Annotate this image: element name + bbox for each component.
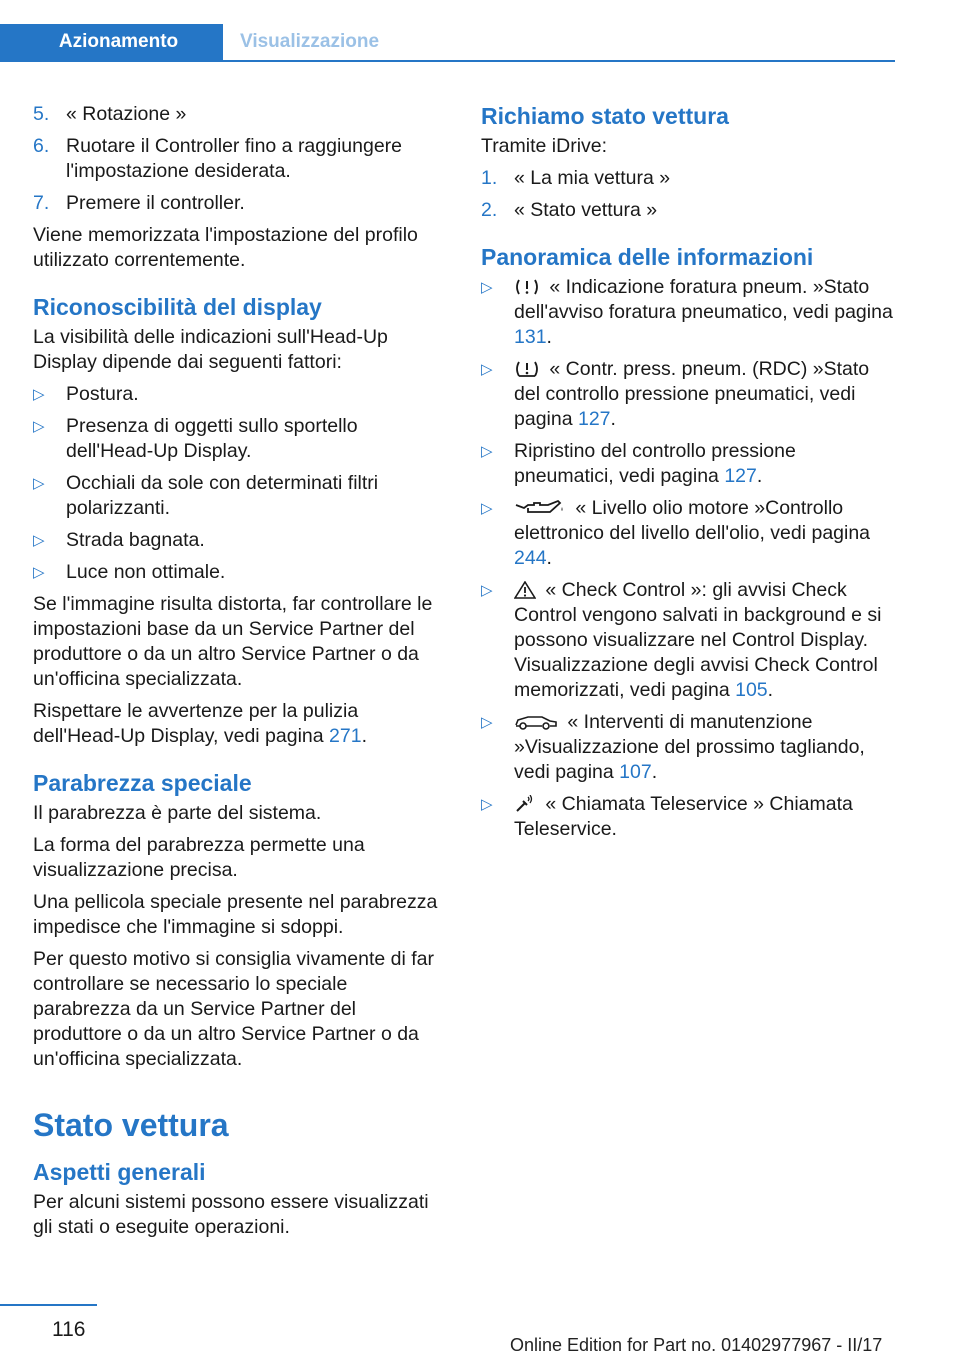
step-text: « La mia vettura » <box>514 167 671 189</box>
page-link-271[interactable]: 271 <box>329 725 362 747</box>
bullet-triangle-icon: ▷ <box>481 443 493 460</box>
bullet-item <box>33 471 448 521</box>
bullet-triangle-icon: ▷ <box>33 386 45 403</box>
tire-pressure-icon <box>514 360 540 378</box>
cleaning-text: Rispettare le avvertenze per la pulizia dell'Head-Up Display, vedi pagina <box>33 700 359 747</box>
paragraph-windshield-1: Il parabrezza è parte del sistema. <box>33 802 322 824</box>
tire-warning-icon <box>514 278 540 296</box>
step-item <box>481 198 896 223</box>
info-item-teleservice <box>481 792 896 842</box>
step-number: 7. <box>33 192 50 214</box>
paragraph-windshield-3: Una pellicola speciale presente nel parabrezza impedisce che l'immagine si sdoppi. <box>33 891 438 938</box>
paragraph-idrive: Tramite iDrive: <box>481 135 608 157</box>
info-item-flat-tire: ▷ « Indicazione foratura pneum. »Stato dell'avviso foratura pneumatico, vedi pagina 131. <box>481 276 893 348</box>
heading-visibility: Riconoscibilità del display <box>33 294 322 320</box>
header-bar <box>0 24 895 62</box>
info-text: « Livello olio motore »Controllo elettronico del livello dell'olio, vedi pagina <box>514 497 871 544</box>
info-text: Ripristino del controllo pressione pneumatici, vedi pagina <box>514 440 796 487</box>
info-item-tire-pressure: ▷ « Contr. press. pneum. (RDC) »Stato del controllo pressione pneumatici, vedi pagina 127. <box>481 358 870 430</box>
step-number: 5. <box>33 103 50 125</box>
oil-can-icon <box>514 499 566 517</box>
bullet-triangle-icon: ▷ <box>33 532 45 549</box>
bullet-triangle-icon: ▷ <box>481 714 493 731</box>
bullet-text: Postura. <box>66 383 139 405</box>
page-link-107[interactable]: 107 <box>619 761 652 783</box>
step-item <box>33 191 448 216</box>
step-number: 6. <box>33 135 50 157</box>
bullet-triangle-icon: ▷ <box>481 582 493 599</box>
bullet-triangle-icon: ▷ <box>481 361 493 378</box>
bullet-triangle-icon: ▷ <box>481 279 493 296</box>
bullet-item <box>33 414 448 464</box>
info-item-oil-level: ▷ « Livello olio motore »Controllo elettronico del livello dell'olio, vedi pagina 244. <box>481 497 871 569</box>
step-number: 1. <box>481 167 498 189</box>
left-column <box>33 102 448 1247</box>
info-text: « Chiamata Teleservice » Chiamata Teleservice. <box>514 793 853 840</box>
info-text: « Check Control »: gli avvisi Check Control vengono salvati in background e si possono visualizzare nel Control Display. Visualizzazione degli avvisi Check Control memorizzati, vedi pagina <box>514 579 882 701</box>
bullet-triangle-icon: ▷ <box>33 418 45 435</box>
heading-general: Aspetti generali <box>33 1159 206 1185</box>
info-text: « Contr. press. pneum. (RDC) »Stato del controllo pressione pneumatici, vedi pagina <box>514 358 870 430</box>
header-divider <box>0 60 895 62</box>
step-text: Premere il controller. <box>66 192 245 214</box>
step-item <box>33 102 448 127</box>
car-service-icon <box>514 713 558 731</box>
wrench-call-icon <box>514 795 536 813</box>
bullet-text: Occhiali da sole con determinati filtri polarizzanti. <box>66 472 379 519</box>
step-number: 2. <box>481 199 498 221</box>
paragraph-distorted: Se l'immagine risulta distorta, far controllare le impostazioni base da un Service Partner del produttore o da un altro Service Partner o da un'officina specializzata. <box>33 593 433 690</box>
step-item <box>33 134 448 184</box>
edition-footer: Online Edition for Part no. 01402977967 - II/17 <box>510 1335 883 1355</box>
paragraph-general: Per alcuni sistemi possono essere visualizzati gli stati o eseguite operazioni. <box>33 1191 429 1238</box>
bullet-text: Luce non ottimale. <box>66 561 226 583</box>
page-link-244[interactable]: 244 <box>514 547 547 569</box>
info-item-check-control: ▷ « Check Control »: gli avvisi Check Control vengono salvati in background e si possono visualizzare nel Control Display. Visualizzazione degli avvisi Check Control memorizzati, vedi pagina 105. <box>481 579 882 701</box>
page-number: 116 <box>52 1318 86 1341</box>
tab-visualizzazione[interactable] <box>240 24 379 60</box>
heading-vehicle-status: Stato vettura <box>33 1107 229 1143</box>
warning-triangle-icon <box>514 581 536 599</box>
paragraph-memorized: Viene memorizzata l'impostazione del profilo utilizzato correntemente. <box>33 224 418 271</box>
page-link-127[interactable]: 127 <box>577 408 611 430</box>
step-text: « Rotazione » <box>66 103 187 125</box>
paragraph-cleaning: Rispettare le avvertenze per la pulizia dell'Head-Up Display, vedi pagina 271. <box>33 700 367 747</box>
step-text: « Stato vettura » <box>514 199 658 221</box>
bullet-triangle-icon: ▷ <box>481 796 493 813</box>
heading-recall-status: Richiamo stato vettura <box>481 103 729 129</box>
heading-overview: Panoramica delle informazioni <box>481 244 814 270</box>
right-column <box>481 102 896 849</box>
bullet-triangle-icon: ▷ <box>481 500 493 517</box>
tab-azionamento-label: Azionamento <box>58 31 179 52</box>
paragraph-windshield-4: Per questo motivo si consiglia vivamente di far controllare se necessario lo speciale parabrezza da un Service Partner del produttore o da un altro Service Partner o da un'officina specializzata. <box>33 948 435 1070</box>
bullet-text: Presenza di oggetti sullo sportello dell'Head-Up Display. <box>66 415 358 462</box>
paragraph-visibility: La visibilità delle indicazioni sull'Head-Up Display dipende dai seguenti fattori: <box>33 326 388 373</box>
info-item-service: ▷ « Interventi di manutenzione »Visualizzazione del prossimo tagliando, vedi pagina 107. <box>481 711 865 783</box>
tab-visualizzazione-label: Visualizzazione <box>240 31 380 52</box>
paragraph-windshield-2: La forma del parabrezza permette una visualizzazione precisa. <box>33 834 365 881</box>
bullet-item <box>33 560 448 585</box>
bullet-text: Strada bagnata. <box>66 529 205 551</box>
info-text: « Indicazione foratura pneum. »Stato dell'avviso foratura pneumatico, vedi pagina <box>514 276 893 323</box>
info-text: « Interventi di manutenzione »Visualizzazione del prossimo tagliando, vedi pagina <box>514 711 865 783</box>
page-link-131[interactable]: 131 <box>514 326 547 348</box>
tab-azionamento[interactable] <box>0 24 223 60</box>
info-item-rdc-reset: ▷ Ripristino del controllo pressione pneumatici, vedi pagina 127. <box>481 440 796 487</box>
page-link-105[interactable]: 105 <box>735 679 768 701</box>
bullet-triangle-icon: ▷ <box>33 564 45 581</box>
bullet-item <box>33 382 448 407</box>
bullet-triangle-icon: ▷ <box>33 475 45 492</box>
step-text: Ruotare il Controller fino a raggiungere l'impostazione desiderata. <box>66 135 403 182</box>
heading-windshield: Parabrezza speciale <box>33 770 252 796</box>
step-item <box>481 166 896 191</box>
footer-divider <box>0 1304 97 1306</box>
page-link-127[interactable]: 127 <box>724 465 757 487</box>
bullet-item <box>33 528 448 553</box>
